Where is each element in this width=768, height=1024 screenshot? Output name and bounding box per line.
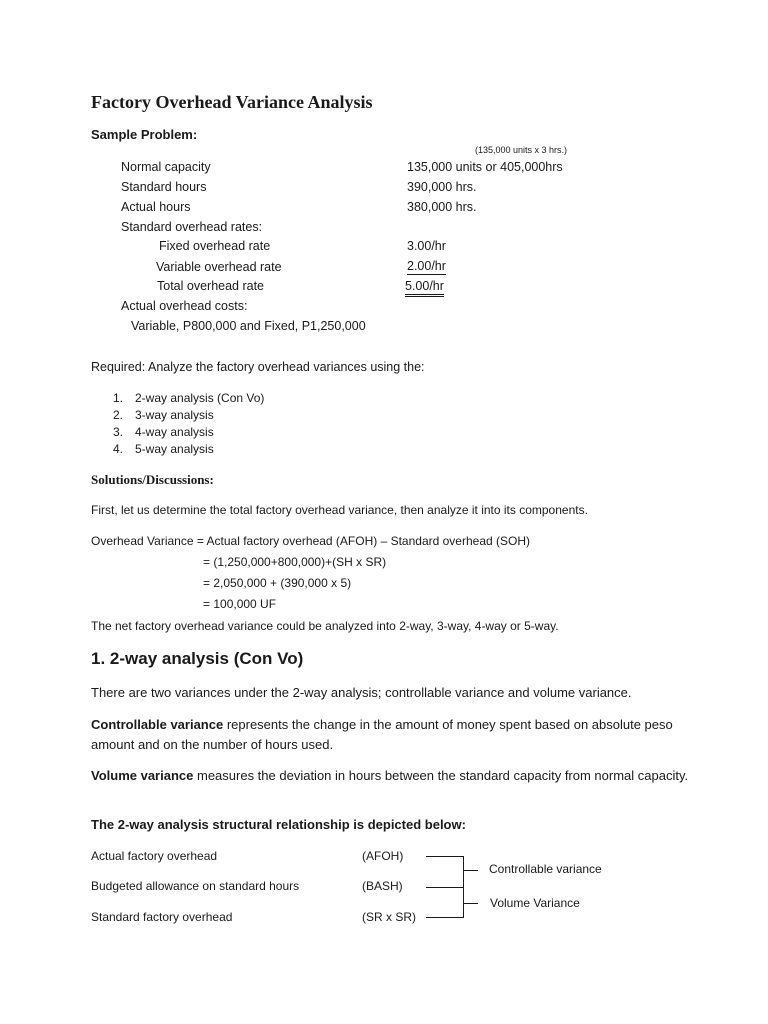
normal-capacity-label: Normal capacity [121,160,211,174]
controllable-variance-label: Controllable variance [489,862,602,876]
formula-line: Overhead Variance = Actual factory overhead (AFOH) – Standard overhead (SOH) [91,534,530,548]
structure-abbr: (AFOH) [362,849,404,863]
bracket-pointer [464,870,478,871]
list-item [113,408,214,422]
list-text: 5-way analysis [135,442,214,456]
sample-problem-heading: Sample Problem: [91,127,198,142]
list-number: 2. [113,408,124,422]
list-item [113,442,214,456]
list-number: 3. [113,425,124,439]
structure-abbr: (SR x SR) [362,910,416,924]
bracket-line [426,856,464,857]
controllable-paragraph [91,715,691,755]
structure-label: Budgeted allowance on standard hours [91,879,300,893]
volume-description: measures the deviation in hours between the standard capacity from normal capacity. [193,768,689,783]
variable-rate-value: 2.00/hr [407,259,446,273]
list-text: 3-way analysis [135,408,214,422]
structure-abbr: (BASH) [362,879,403,893]
formula-line: = 2,050,000 + (390,000 x 5) [203,576,352,590]
list-number: 1. [113,391,124,405]
structure-heading: The 2-way analysis structural relationship is depicted below: [91,817,466,832]
volume-paragraph [91,766,691,786]
list-text: 2-way analysis (Con Vo) [135,391,265,405]
list-item [113,391,264,405]
actual-hours-value: 380,000 hrs. [407,200,477,214]
total-rate-value: 5.00/hr [405,279,444,297]
bracket-pointer [464,903,478,904]
section-heading: 1. 2-way analysis (Con Vo) [91,649,304,668]
actual-costs-label: Actual overhead costs: [121,299,248,313]
fixed-rate-value: 3.00/hr [407,239,446,253]
total-rate-label: Total overhead rate [157,279,265,293]
actual-hours-label: Actual hours [121,200,191,214]
volume-variance-label: Volume Variance [490,896,580,910]
formula-line: = 100,000 UF [203,597,277,611]
fixed-rate-label: Fixed overhead rate [159,239,271,253]
list-text: 4-way analysis [135,425,214,439]
structure-label: Actual factory overhead [91,849,218,863]
variable-rate-label: Variable overhead rate [156,260,282,274]
structure-label: Standard factory overhead [91,910,233,924]
list-number: 4. [113,442,124,456]
document-title: Factory Overhead Variance Analysis [91,92,373,112]
list-item [113,425,214,439]
standard-hours-label: Standard hours [121,180,207,194]
bracket-line [426,917,464,918]
formula-line: = (1,250,000+800,000)+(SH x SR) [203,555,387,569]
net-variance-paragraph: The net factory overhead variance could be analyzed into 2-way, 3-way, 4-way or 5-way. [91,619,559,633]
volume-term: Volume variance [91,768,194,783]
solutions-heading: Solutions/Discussions: [91,472,214,487]
standard-hours-value: 390,000 hrs. [407,180,477,194]
capacity-note: (135,000 units x 3 hrs.) [475,145,568,155]
actual-costs-detail: Variable, P800,000 and Fixed, P1,250,000 [131,319,366,333]
first-paragraph: First, let us determine the total factory overhead variance, then analyze it into its components. [91,503,588,517]
required-text: Required: Analyze the factory overhead variances using the: [91,360,425,374]
two-variances-paragraph: There are two variances under the 2-way analysis; controllable variance and volume variance. [91,685,632,700]
controllable-description: represents the change in the amount of money spent based on absolute peso amount and on the number of hours used. [91,717,673,752]
controllable-term: Controllable variance [91,717,224,732]
standard-rates-label: Standard overhead rates: [121,220,263,234]
bracket-line [426,887,464,888]
normal-capacity-value: 135,000 units or 405,000hrs [407,160,563,174]
bracket-vertical [463,856,464,918]
